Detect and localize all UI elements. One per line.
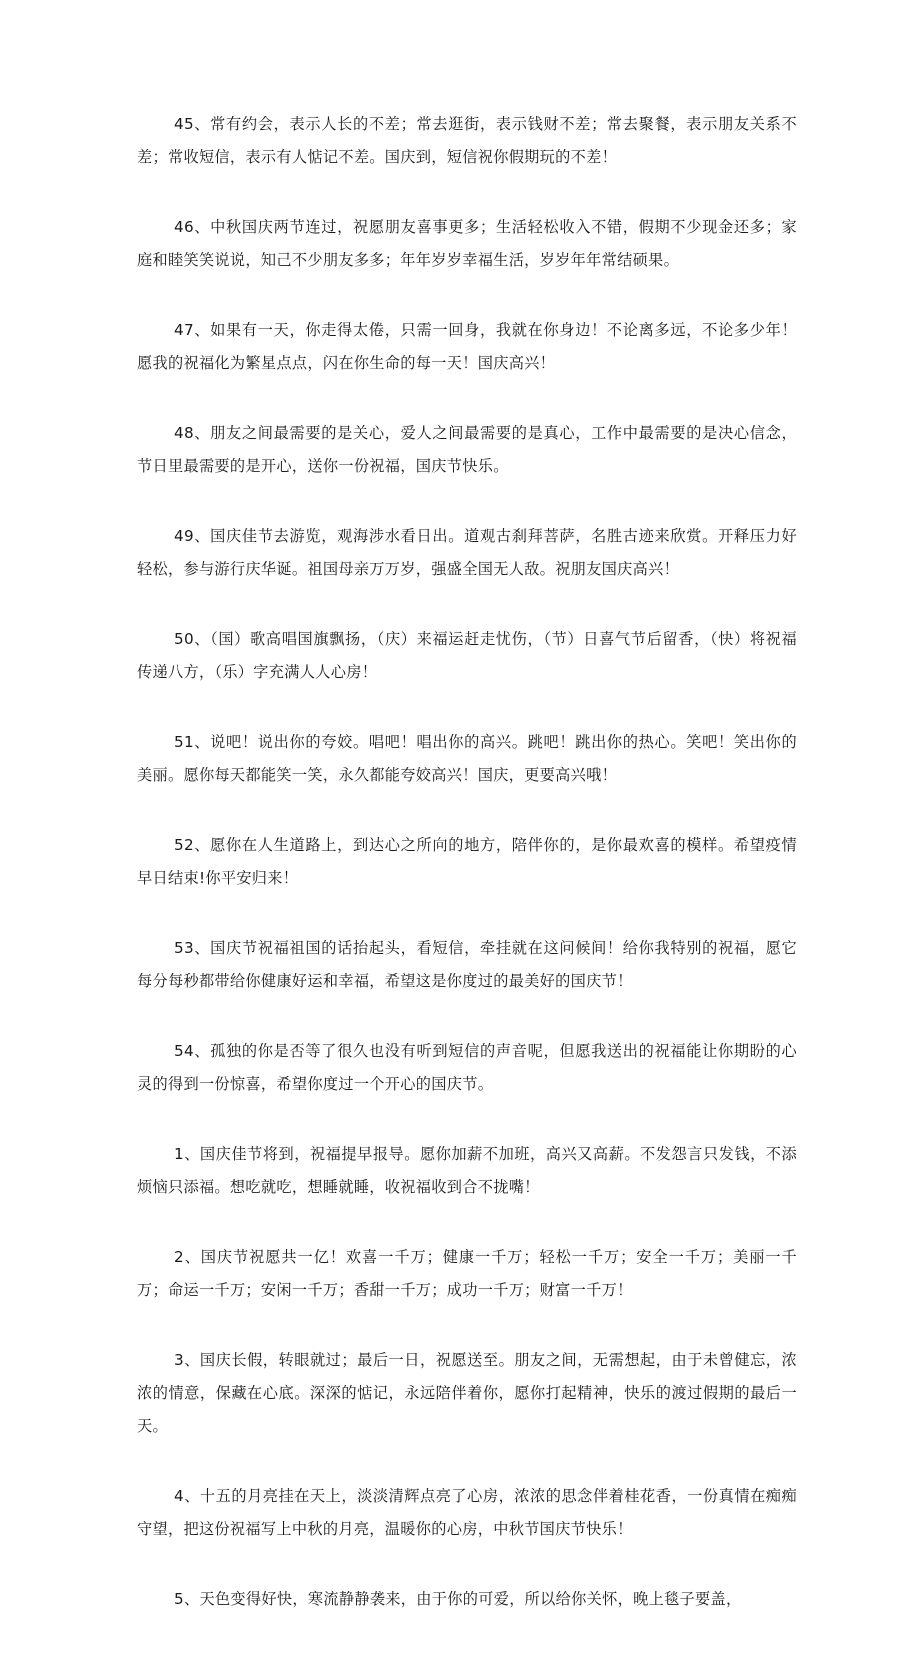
paragraph: 54、孤独的你是否等了很久也没有听到短信的声音呢，但愿我送出的祝福能让你期盼的心灵的得到一份惊喜，希望你度过一个开心的国庆节。 [137,1042,797,1093]
paragraph: 48、朋友之间最需要的是关心，爱人之间最需要的是真心，工作中最需要的是决心信念，节日里最需要的是开心，送你一份祝福，国庆节快乐。 [137,424,797,475]
paragraph: 47、如果有一天，你走得太倦，只需一回身，我就在你身边！不论离多远，不论多少年！愿我的祝福化为繁星点点，闪在你生命的每一天！国庆高兴！ [137,321,797,372]
paragraph: 2、国庆节祝愿共一亿！欢喜一千万；健康一千万；轻松一千万；安全一千万；美丽一千万；命运一千万；安闲一千万；香甜一千万；成功一千万；财富一千万！ [137,1248,797,1299]
paragraph: 1、国庆佳节将到，祝福提早报导。愿你加薪不加班，高兴又高薪。不发怨言只发钱，不添烦恼只添福。想吃就吃，想睡就睡，收祝福收到合不拢嘴！ [137,1145,797,1196]
paragraph: 3、国庆长假，转眼就过；最后一日，祝愿送至。朋友之间，无需想起，由于未曾健忘，浓浓的情意，保藏在心底。深深的惦记，永远陪伴着你，愿你打起精神，快乐的渡过假期的最后一天。 [137,1351,797,1435]
paragraph: 53、国庆节祝福祖国的话抬起头，看短信，牵挂就在这问候间！给你我特别的祝福，愿它每分每秒都带给你健康好运和幸福，希望这是你度过的最美好的国庆节！ [137,939,797,990]
paragraph: 49、国庆佳节去游览，观海涉水看日出。道观古刹拜菩萨，名胜古迹来欣赏。开释压力好轻松，参与游行庆华诞。祖国母亲万万岁，强盛全国无人敌。祝朋友国庆高兴！ [137,527,797,578]
document-body [137,108,797,1653]
paragraph: 5、天色变得好快，寒流静静袭来，由于你的可爱，所以给你关怀，晚上毯子要盖， [174,1590,742,1608]
paragraph: 4、十五的月亮挂在天上，淡淡清辉点亮了心房，浓浓的思念伴着桂花香，一份真情在痴痴守望，把这份祝福写上中秋的月亮，温暖你的心房，中秋节国庆节快乐！ [137,1487,797,1538]
paragraph: 46、中秋国庆两节连过，祝愿朋友喜事更多；生活轻松收入不错，假期不少现金还多；家庭和睦笑笑说说，知己不少朋友多多；年年岁岁幸福生活，岁岁年年常结硕果。 [137,218,797,269]
paragraph: 52、愿你在人生道路上，到达心之所向的地方，陪伴你的，是你最欢喜的模样。希望疫情早日结束!你平安归来！ [137,836,797,887]
paragraph: 45、常有约会，表示人长的不差；常去逛街，表示钱财不差；常去聚餐，表示朋友关系不差；常收短信，表示有人惦记不差。国庆到，短信祝你假期玩的不差！ [137,115,797,166]
paragraph: 50、（国）歌高唱国旗飘扬，（庆）来福运赶走忧伤，（节）日喜气节后留香，（快）将祝福传递八方，（乐）字充满人人心房！ [137,630,797,681]
paragraph: 51、说吧！说出你的夸姣。唱吧！唱出你的高兴。跳吧！跳出你的热心。笑吧！笑出你的美丽。愿你每天都能笑一笑，永久都能夸姣高兴！国庆，更要高兴哦！ [137,733,797,784]
